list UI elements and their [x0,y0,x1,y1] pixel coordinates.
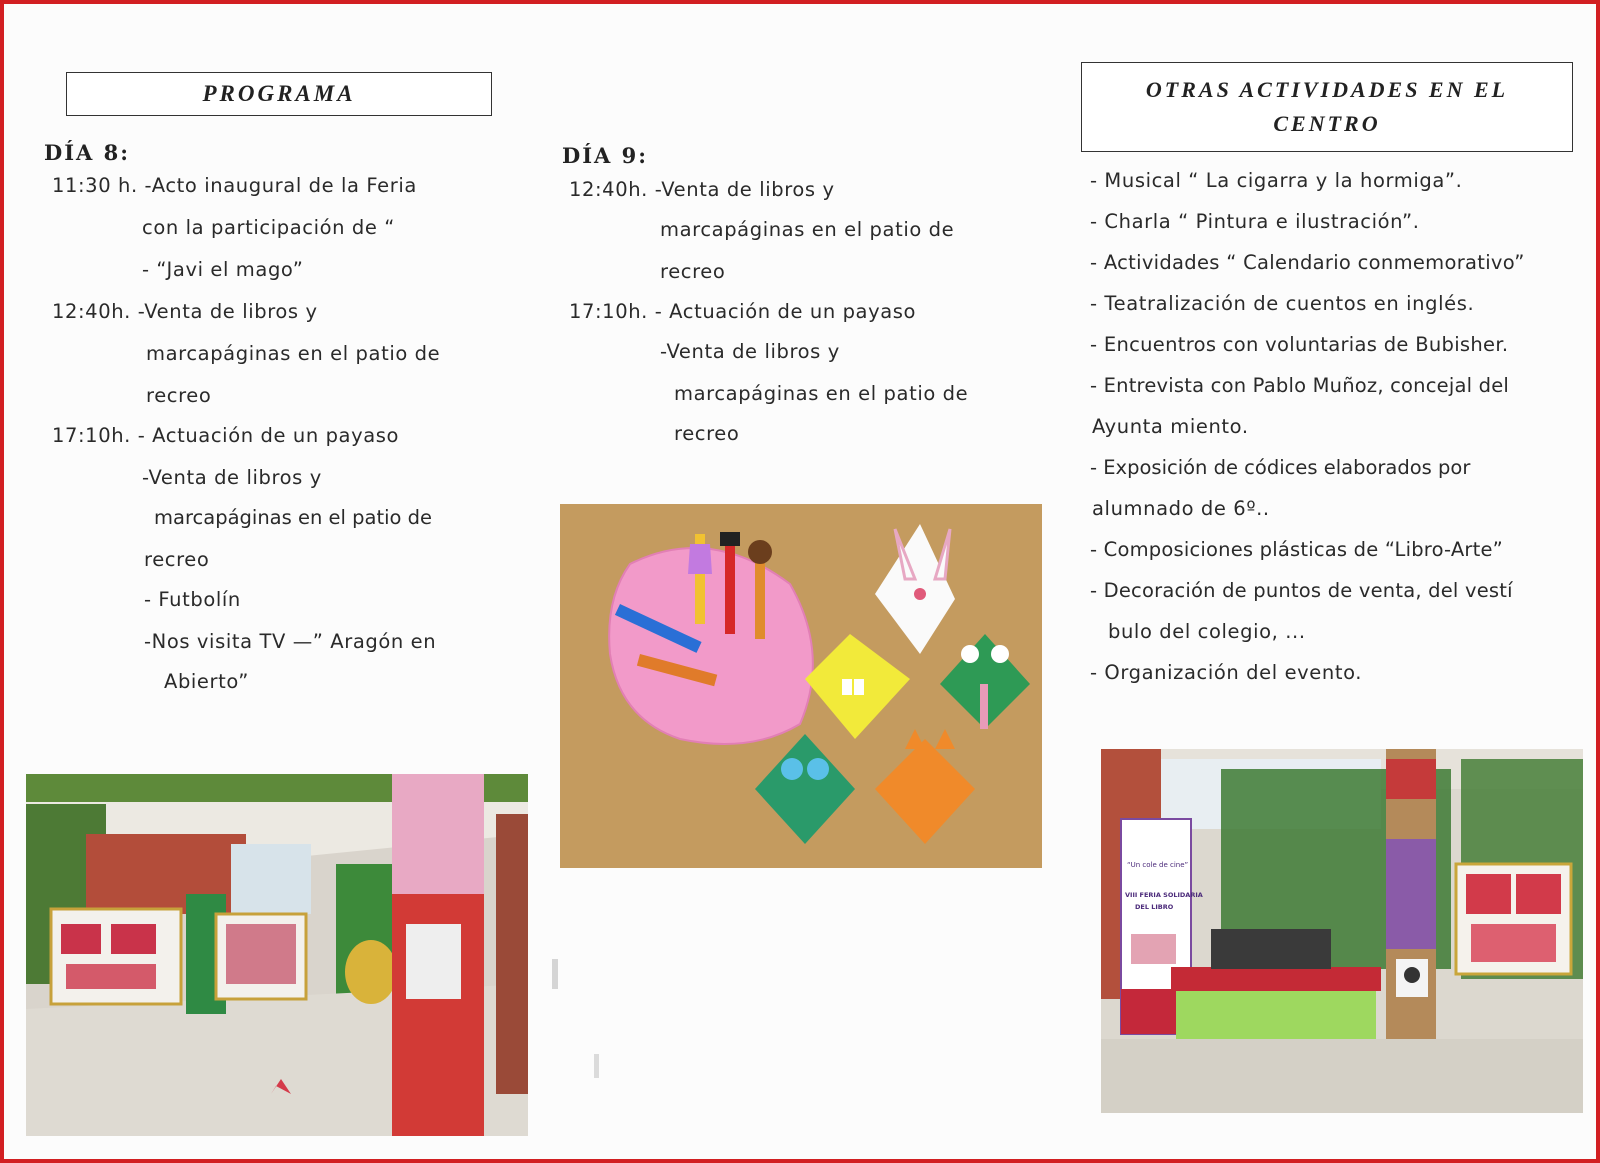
schedule-line: marcapáginas en el patio de [154,506,433,529]
banner-text-line1: VIII FERIA SOLIDARIA [1125,891,1203,899]
schedule-line: 17:10h. - Actuación de un payaso [52,424,400,447]
activity-line: - Encuentros con voluntarias de Bubisher. [1090,333,1509,356]
banner-text-line2: DEL LIBRO [1135,903,1174,911]
activity-line: Ayunta miento. [1092,415,1249,438]
activity-line: bulo del colegio, ... [1108,620,1306,643]
photo-hallway-column [26,774,528,1136]
schedule-line: recreo [146,384,212,407]
schedule-line: recreo [674,422,740,445]
activity-line: - Entrevista con Pablo Muñoz, concejal del [1090,374,1510,397]
schedule-line: marcapáginas en el patio de [674,382,969,405]
schedule-line: - Futbolín [144,588,241,611]
scan-speck [594,1054,599,1078]
schedule-line: -Venta de libros y [142,466,322,489]
schedule-line: con la participación de “ [142,216,395,239]
activity-line: - Musical “ La cigarra y la hormiga”. [1090,169,1463,192]
otras-actividades-title-box [1081,62,1573,152]
programa-title: PROGRAMA [202,81,356,106]
schedule-line: marcapáginas en el patio de [146,342,441,365]
schedule-line: 12:40h. -Venta de libros y [569,178,835,201]
activity-line: - Decoración de puntos de venta, del vestí [1090,579,1513,602]
activity-line: alumnado de 6º.. [1092,497,1270,520]
schedule-line: - “Javi el mago” [142,258,304,281]
activity-line: - Actividades “ Calendario conmemorativo” [1090,251,1525,274]
day-8-heading: DÍA 8: [44,140,131,165]
schedule-line: -Venta de libros y [660,340,840,363]
photo-book-fair-hall [1101,749,1583,1113]
programa-title-box [66,72,492,116]
day-9-heading: DÍA 9: [562,143,649,168]
photo-bookmarks [560,504,1042,868]
activity-line: - Charla “ Pintura e ilustración”. [1090,210,1420,233]
schedule-line: -Nos visita TV —” Aragón en [144,630,437,653]
otras-title-line1: OTRAS ACTIVIDADES EN EL [1145,77,1509,102]
activity-line: - Exposición de códices elaborados por [1090,456,1471,479]
scan-speck [552,959,558,989]
activity-line: - Composiciones plásticas de “Libro-Arte” [1090,538,1503,561]
schedule-line: 12:40h. -Venta de libros y [52,300,318,323]
schedule-line: recreo [144,548,210,571]
schedule-line: Abierto” [164,670,249,693]
activity-line: - Teatralización de cuentos en inglés. [1090,292,1475,315]
otras-title-line2: CENTRO [1273,111,1381,136]
schedule-line: 11:30 h. -Acto inaugural de la Feria [52,174,417,197]
banner-tag-text: “Un cole de cine” [1127,861,1189,869]
activity-line: - Organización del evento. [1090,661,1363,684]
schedule-line: recreo [660,260,726,283]
schedule-line: marcapáginas en el patio de [660,218,955,241]
schedule-line: 17:10h. - Actuación de un payaso [569,300,917,323]
